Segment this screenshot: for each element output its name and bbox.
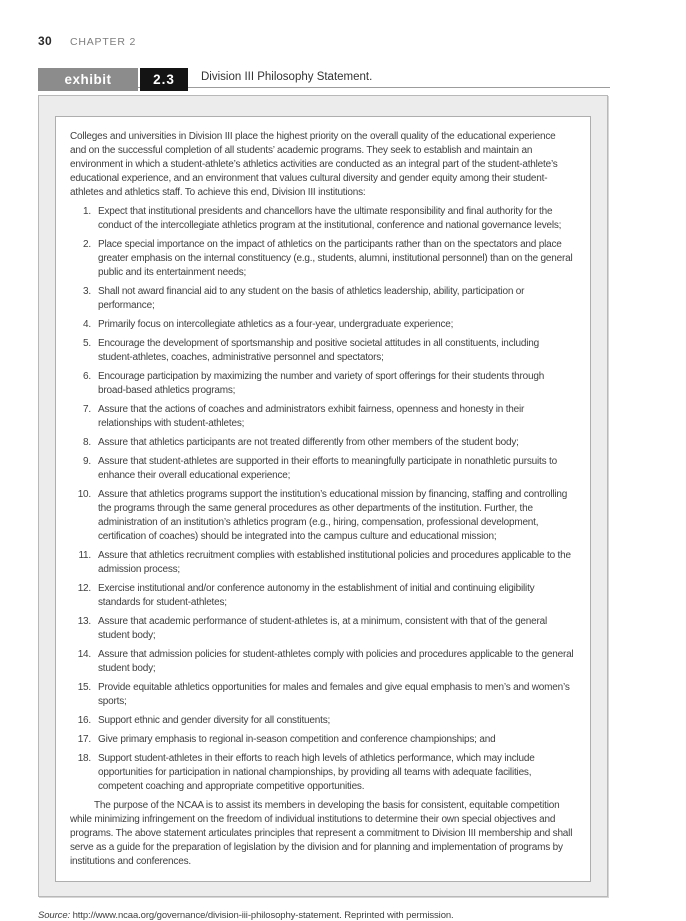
- item-text: Give primary emphasis to regional in-season competition and conference championships; and: [98, 734, 496, 745]
- item-text: Assure that academic performance of student-athletes is, at a minimum, consistent with that of the general student body;: [98, 616, 548, 641]
- exhibit-inner-box: [55, 116, 591, 882]
- exhibit-tags: [38, 68, 188, 91]
- item-number: 6.: [83, 371, 91, 382]
- item-number: 15.: [77, 682, 91, 693]
- item-number: 11.: [78, 550, 91, 561]
- item-number: 9.: [83, 456, 91, 467]
- item-text: Support ethnic and gender diversity for all constituents;: [98, 715, 331, 726]
- exhibit-outer-box: [38, 95, 608, 897]
- item-number: 3.: [83, 286, 91, 297]
- list-item: [70, 318, 574, 332]
- list-item: [70, 733, 574, 747]
- source-label: Source:: [38, 910, 71, 921]
- item-text: Shall not award financial aid to any student on the basis of athletics leadership, ability, participation or performance;: [98, 286, 525, 311]
- list-item: [70, 337, 574, 365]
- list-item: [70, 681, 574, 709]
- list-item: [70, 714, 574, 728]
- item-text: Expect that institutional presidents and chancellors have the ultimate responsibility and final authority for the conduct of the intercollegiate athletics program at the institutional, conference and national governance levels;: [98, 206, 562, 231]
- item-text: Exercise institutional and/or conference autonomy in the establishment of initial and continuing eligibility standards for student-athletes;: [98, 583, 535, 608]
- list-item: [70, 455, 574, 483]
- item-number: 10.: [77, 489, 91, 500]
- list-item: [70, 648, 574, 676]
- item-number: 2.: [83, 239, 91, 250]
- exhibit-title: Division III Philosophy Statement.: [201, 71, 373, 83]
- exhibit-number-tag: 2.3: [140, 68, 188, 91]
- source-note: [38, 910, 646, 921]
- item-number: 17.: [77, 734, 91, 745]
- item-text: Place special importance on the impact of athletics on the participants rather than on the spectators and place greater emphasis on the internal constituency (e.g., students, alumni, institutional personnel) than on the general public and its entertainment needs;: [98, 239, 573, 278]
- intro-paragraph: Colleges and universities in Division III place the highest priority on the overall quality of the educational experience and on the successful completion of all students’ academic programs. They seek to establish and maintain an environment in which a student-athlete’s athletics activities are conducted as an integral part of the student-athlete’s educational experience, and an environment that values cultural diversity and gender equity among their student-athletes and athletics staff. To achieve this end, Division III institutions:: [70, 131, 558, 198]
- item-number: 4.: [83, 319, 91, 330]
- item-text: Assure that athletics programs support the institution’s educational mission by financing, staffing and controlling the programs through the same general procedures as other departments of the institution. Further, the administration of an institution’s athletics program (e.g., hiring, compensation, professional development, certification of coaches) should be integrated into the campus culture and educational mission;: [98, 489, 568, 542]
- item-number: 14.: [77, 649, 91, 660]
- item-text: Encourage the development of sportsmanship and positive societal attitudes in all constituents, including student-athletes, coaches, administrative personnel and spectators;: [98, 338, 539, 363]
- running-head: [38, 34, 646, 48]
- item-text: Assure that student-athletes are supported in their efforts to meaningfully participate in nonathletic pursuits to enhance their overall educational experience;: [98, 456, 557, 481]
- item-number: 7.: [83, 404, 91, 415]
- list-item: [70, 488, 574, 544]
- list-item: [70, 436, 574, 450]
- list-item: [70, 238, 574, 280]
- item-text: Encourage participation by maximizing the number and variety of sport offerings for their students through broad-based athletics programs;: [98, 371, 545, 396]
- list-item: [70, 582, 574, 610]
- item-text: Assure that admission policies for student-athletes comply with policies and procedures applicable to the general student body;: [98, 649, 574, 674]
- item-text: Primarily focus on intercollegiate athletics as a four-year, undergraduate experience;: [98, 319, 454, 330]
- list-item: [70, 285, 574, 313]
- item-number: 8.: [83, 437, 91, 448]
- list-item: [70, 370, 574, 398]
- philosophy-list: [70, 205, 574, 794]
- page-number: 30: [38, 34, 52, 48]
- item-number: 18.: [77, 753, 91, 764]
- item-number: 13.: [77, 616, 91, 627]
- closing-paragraph: The purpose of the NCAA is to assist its members in developing the basis for consistent, equitable competition while minimizing infringement on the freedom of individual institutions to determine their own special objectives and programs. The above statement articulates principles that represent a commitment to Division III membership and shall serve as a guide for the preparation of legislation by the division and for planning and implementation of programs by institutions and conferences.: [70, 800, 573, 867]
- list-item: [70, 752, 574, 794]
- item-text: Assure that athletics participants are not treated differently from other members of the student body;: [98, 437, 519, 448]
- item-number: 16.: [77, 715, 91, 726]
- source-text: http://www.ncaa.org/governance/division-iii-philosophy-statement. Reprinted with permission.: [70, 910, 454, 921]
- list-item: [70, 615, 574, 643]
- list-item: [70, 205, 574, 233]
- item-number: 12.: [77, 583, 91, 594]
- item-text: Assure that the actions of coaches and administrators exhibit fairness, openness and honesty in their relationships with student-athletes;: [98, 404, 525, 429]
- item-number: 1.: [83, 206, 91, 217]
- list-item: [70, 549, 574, 577]
- item-text: Provide equitable athletics opportunities for males and females and give equal emphasis to men’s and women’s sports;: [98, 682, 570, 707]
- exhibit-tag: exhibit: [38, 68, 138, 91]
- exhibit-header: [38, 68, 610, 91]
- list-item: [70, 403, 574, 431]
- item-number: 5.: [83, 338, 91, 349]
- item-text: Support student-athletes in their efforts to reach high levels of athletics performance, which may include opportunities for participation in national championships, by providing all teams with adequate facilities, competent coaching and appropriate competitive opportunities.: [98, 753, 535, 792]
- chapter-label: CHAPTER 2: [69, 36, 137, 48]
- item-text: Assure that athletics recruitment complies with established institutional policies and procedures applicable to the admission process;: [98, 550, 571, 575]
